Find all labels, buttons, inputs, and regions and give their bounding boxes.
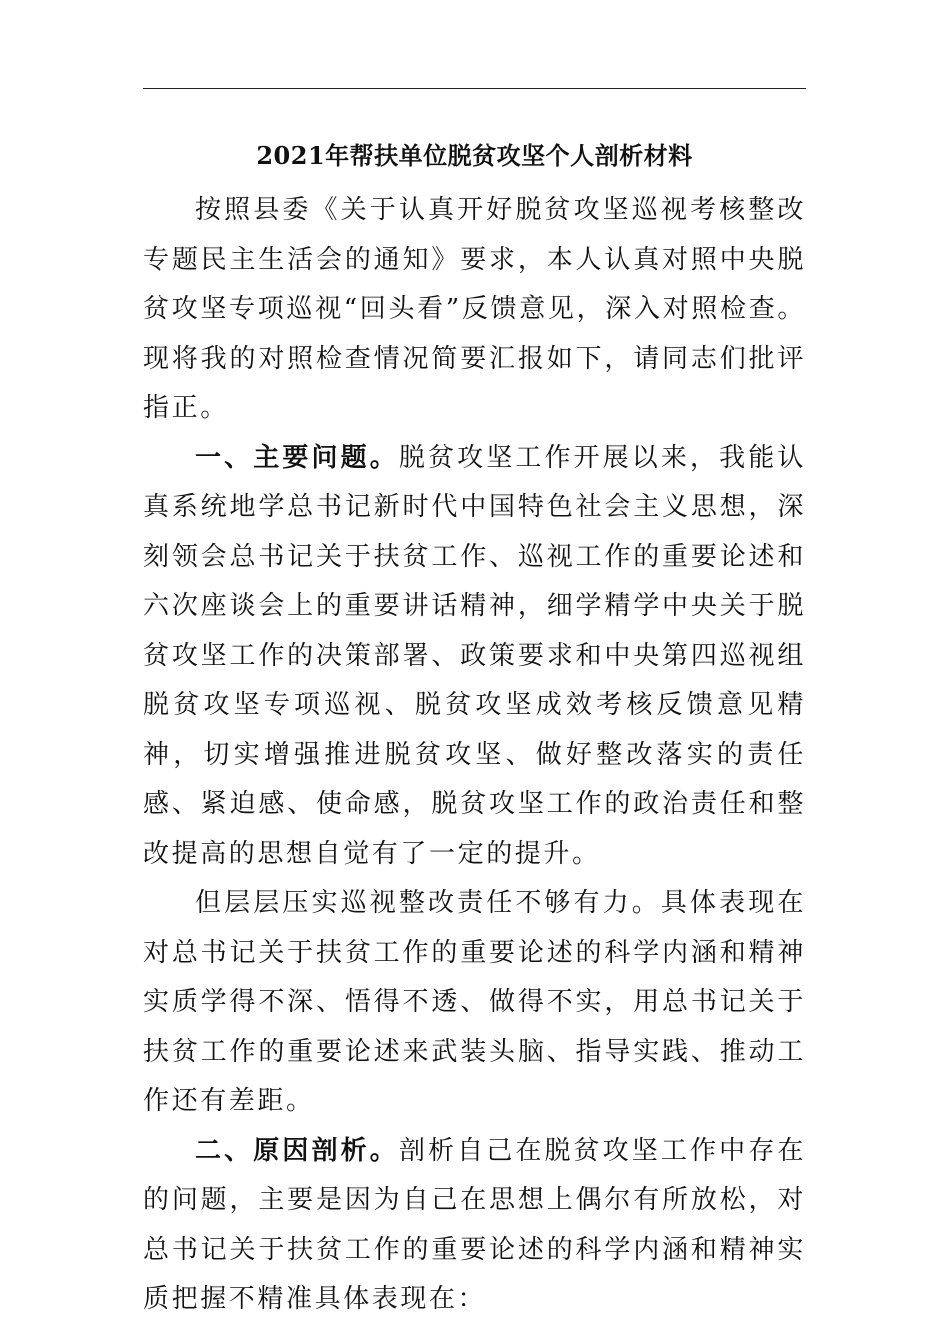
document-title: 2021年帮扶单位脱贫攻坚个人剖析材料 bbox=[256, 141, 693, 170]
paragraph-text: 但层层压实巡视整改责任不够有力。具体表现在对总书记关于扶贫工作的重要论述的科学内涵和精神实质学得不深、悟得不透、做得不实，用总书记关于扶贫工作的重要论述来武装头脑、指导实践、推动工作还有差距。 bbox=[143, 888, 806, 1116]
paragraph-text: 按照县委《关于认真开好脱贫攻坚巡视考核整改专题民主生活会的通知》要求，本人认真对照中央脱贫攻坚专项巡视“回头看”反馈意见，深入对照检查。现将我的对照检查情况简要汇报如下，请同志们批评指正。 bbox=[143, 195, 806, 423]
document-body bbox=[143, 186, 806, 1325]
paragraph-main-issues bbox=[143, 434, 806, 880]
paragraph-cause-analysis bbox=[143, 1127, 806, 1325]
paragraph-text: 剖析自己在脱贫攻坚工作中存在的问题，主要是因为自己在思想上偶尔有所放松，对总书记关于扶贫工作的重要论述的科学内涵和精神实质把握不精准具体表现在： bbox=[143, 1135, 806, 1314]
header-rule bbox=[143, 88, 806, 89]
paragraph-lead: 二、原因剖析。 bbox=[195, 1135, 399, 1166]
paragraph-lead: 一、主要问题。 bbox=[195, 442, 399, 473]
paragraph-intro bbox=[143, 186, 806, 434]
paragraph-text: 脱贫攻坚工作开展以来，我能认真系统地学总书记新时代中国特色社会主义思想，深刻领会总书记关于扶贫工作、巡视工作的重要论述和六次座谈会上的重要讲话精神，细学精学中央关于脱贫攻坚工作的决策部署、政策要求和中央第四巡视组脱贫攻坚专项巡视、脱贫攻坚成效考核反馈意见精神，切实增强推进脱贫攻坚、做好整改落实的责任感、紧迫感、使命感，脱贫攻坚工作的政治责任和整改提高的思想自觉有了一定的提升。 bbox=[143, 442, 806, 869]
paragraph-shortcomings bbox=[143, 879, 806, 1127]
